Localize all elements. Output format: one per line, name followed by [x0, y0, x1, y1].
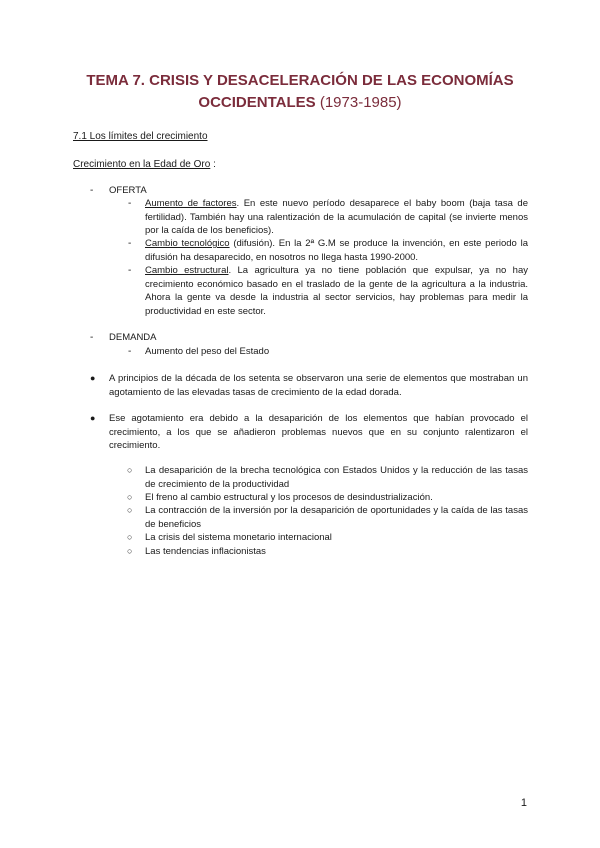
subitem-3: La contracción de la inversión por la desaparición de oportunidades y la caída de las tasas de beneficios — [145, 505, 528, 530]
demanda-label: DEMANDA — [109, 332, 157, 343]
oferta-label: OFERTA — [109, 185, 147, 196]
oferta-item-2-text: (difusión). En la 2ª G.M se produce la invención, en este periodo la difusión ha desaparecido, en nosotros no llega hasta 1990-2000. — [145, 238, 528, 263]
paragraph-bullet: ● — [90, 413, 96, 423]
subitem-5: Las tendencias inflacionistas — [145, 546, 266, 557]
oferta-item-dash: - — [128, 198, 132, 209]
subitem-bullet: ○ — [127, 465, 133, 475]
oferta-item-1-text: . En este nuevo período desaparece el baby boom (baja tasa de fertilidad). También hay una ralentización de la acumulación de capital (se invierte menos por la caída de los beneficios). — [145, 198, 528, 236]
demanda-item-dash: - — [128, 346, 132, 357]
paragraph-1: A principios de la década de los setenta se observaron una serie de elementos que mostraban un agotamiento de las elevadas tasas de crecimiento de la edad dorada. — [109, 373, 528, 398]
oferta-item-3-term: Cambio estructural — [145, 265, 229, 276]
title-years: (1973-1985) — [319, 94, 402, 111]
oferta-item-2 — [145, 237, 528, 264]
oferta-item-dash: - — [128, 265, 132, 276]
oferta-item-1-term: Aumento de factores — [145, 198, 237, 209]
oferta-item-1 — [145, 197, 528, 238]
oferta-item-3 — [145, 264, 528, 318]
subitem-bullet: ○ — [127, 532, 133, 542]
subitem-1: La desaparición de la brecha tecnológica con Estados Unidos y la reducción de las tasas de crecimiento de la productividad — [145, 465, 528, 490]
oferta-item-3-text: . La agricultura ya no tiene población que expulsar, ya no hay crecimiento económico basado en el traslado de la gente de la agricultura a la industria. Ahora la gente va desde la industria al sector servicios, hay problemas para medir la productividad en este sector. — [145, 265, 528, 317]
subheading — [73, 159, 216, 170]
title-main: TEMA 7. CRISIS Y DESACELERACIÓN DE LAS ECONOMÍAS OCCIDENTALES — [86, 72, 514, 111]
paragraph-2: Ese agotamiento era debido a la desaparición de los elementos que habían provocado el crecimiento, a los que se añadieron problemas nuevos que en su conjunto ralentizaron el crecimiento. — [109, 413, 528, 451]
subitem-2: El freno al cambio estructural y los procesos de desindustrialización. — [145, 492, 433, 503]
document-title — [60, 70, 540, 114]
oferta-item-dash: - — [128, 238, 132, 249]
demanda-dash: - — [90, 332, 94, 343]
subitem-bullet: ○ — [127, 505, 133, 515]
subheading-label: Crecimiento en la Edad de Oro — [73, 159, 211, 170]
oferta-item-2-term: Cambio tecnológico — [145, 238, 230, 249]
demanda-item-1: Aumento del peso del Estado — [145, 346, 270, 357]
section-heading: 7.1 Los límites del crecimiento — [73, 131, 208, 142]
subitem-4: La crisis del sistema monetario internacional — [145, 532, 332, 543]
subitem-bullet: ○ — [127, 492, 133, 502]
paragraph-bullet: ● — [90, 373, 96, 383]
page-number: 1 — [520, 797, 527, 809]
subheading-suffix: : — [210, 159, 216, 170]
oferta-dash: - — [90, 185, 94, 196]
subitem-bullet: ○ — [127, 546, 133, 556]
